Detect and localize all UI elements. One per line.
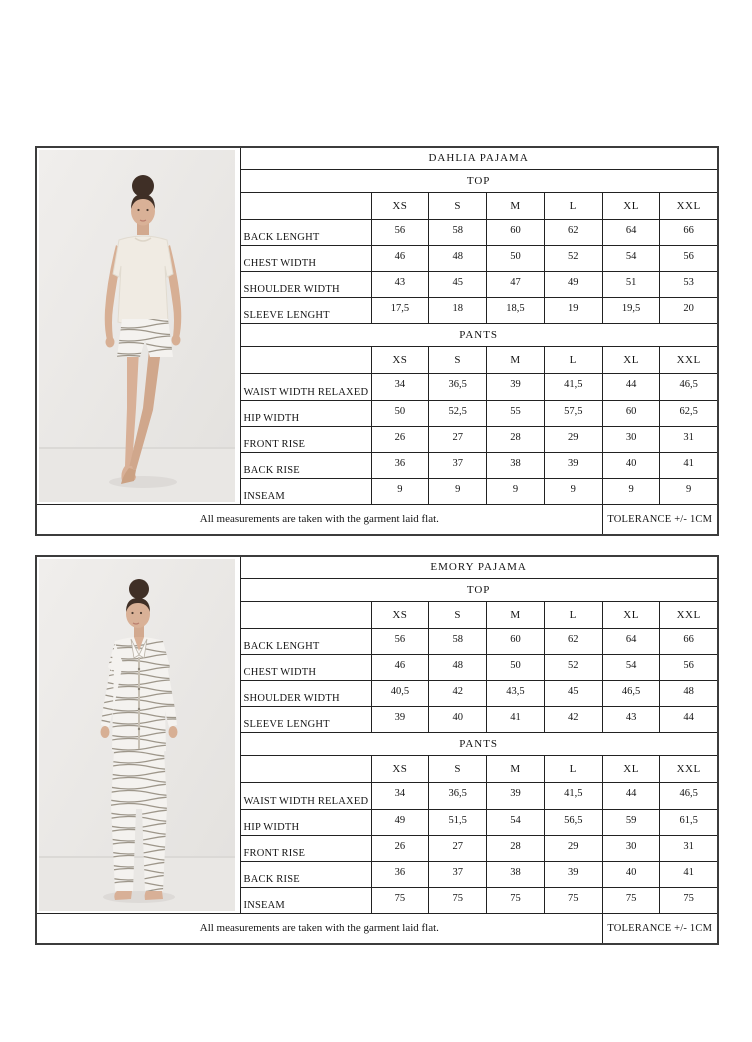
size-column-header: S (429, 601, 487, 628)
size-column-header: S (429, 192, 487, 219)
empty-label-cell (240, 756, 371, 783)
measurement-label: HIP WIDTH (240, 400, 371, 426)
empty-label-cell (240, 347, 371, 374)
measurement-label: HIP WIDTH (240, 809, 371, 835)
measurement-value: 56 (371, 219, 429, 245)
size-column-header: XL (602, 347, 660, 374)
measurement-value: 49 (371, 809, 429, 835)
empty-label-cell (240, 601, 371, 628)
measurement-value: 45 (429, 272, 487, 298)
measurement-label: CHEST WIDTH (240, 654, 371, 680)
measurement-value: 17,5 (371, 298, 429, 324)
size-column-header: XL (602, 756, 660, 783)
size-column-header: XXL (660, 347, 718, 374)
size-column-header: M (487, 756, 545, 783)
measurement-value: 46 (371, 245, 429, 271)
measurement-label: SHOULDER WIDTH (240, 272, 371, 298)
model-photo-cell (36, 147, 240, 505)
measurement-value: 75 (487, 887, 545, 913)
measurement-value: 44 (602, 374, 660, 400)
measurement-value: 43 (371, 272, 429, 298)
size-column-header: M (487, 601, 545, 628)
measurement-value: 20 (660, 298, 718, 324)
measurement-value: 41 (487, 707, 545, 733)
size-column-header: XXL (660, 756, 718, 783)
measurement-value: 51 (602, 272, 660, 298)
measurement-value: 39 (371, 707, 429, 733)
size-column-header: XS (371, 192, 429, 219)
measurement-value: 37 (429, 861, 487, 887)
measurement-value: 58 (429, 219, 487, 245)
measurement-value: 19,5 (602, 298, 660, 324)
measurement-value: 38 (487, 861, 545, 887)
measurement-value: 29 (544, 835, 602, 861)
measurement-value: 30 (602, 426, 660, 452)
measurement-value: 62 (544, 628, 602, 654)
size-column-header: XXL (660, 601, 718, 628)
measurement-value: 9 (371, 478, 429, 504)
measurement-value: 60 (487, 219, 545, 245)
tolerance-note: TOLERANCE +/- 1CM (602, 505, 718, 535)
measurement-value: 42 (544, 707, 602, 733)
measurement-value: 60 (487, 628, 545, 654)
measurement-value: 56 (371, 628, 429, 654)
measurement-label: INSEAM (240, 478, 371, 504)
measurement-value: 36 (371, 861, 429, 887)
measurement-value: 39 (487, 374, 545, 400)
measurement-value: 9 (487, 478, 545, 504)
measurement-value: 42 (429, 681, 487, 707)
measurement-value: 50 (487, 245, 545, 271)
model-photo-emory (39, 559, 235, 911)
footer-note: All measurements are taken with the garment laid flat. (36, 914, 602, 944)
measurement-value: 64 (602, 628, 660, 654)
measurement-value: 75 (602, 887, 660, 913)
hair-bun (129, 579, 149, 599)
table-title: EMORY PAJAMA (240, 556, 718, 578)
measurement-label: CHEST WIDTH (240, 245, 371, 271)
measurement-value: 40 (429, 707, 487, 733)
size-column-header: M (487, 192, 545, 219)
measurement-value: 36 (371, 452, 429, 478)
measurement-value: 39 (487, 783, 545, 809)
tolerance-note: TOLERANCE +/- 1CM (602, 914, 718, 944)
measurement-value: 40,5 (371, 681, 429, 707)
measurement-value: 52,5 (429, 400, 487, 426)
measurement-value: 50 (487, 654, 545, 680)
measurement-value: 50 (371, 400, 429, 426)
measurement-value: 36,5 (429, 374, 487, 400)
size-column-header: S (429, 347, 487, 374)
measurement-value: 19 (544, 298, 602, 324)
measurement-value: 57,5 (544, 400, 602, 426)
measurement-value: 31 (660, 426, 718, 452)
size-column-header: L (544, 756, 602, 783)
measurement-value: 60 (602, 400, 660, 426)
size-column-header: XS (371, 347, 429, 374)
measurement-label: WAIST WIDTH RELAXED (240, 783, 371, 809)
measurement-value: 9 (602, 478, 660, 504)
measurement-value: 18,5 (487, 298, 545, 324)
measurement-value: 75 (660, 887, 718, 913)
measurement-label: FRONT RISE (240, 426, 371, 452)
measurement-value: 27 (429, 835, 487, 861)
size-column-header: XL (602, 601, 660, 628)
measurement-label: SHOULDER WIDTH (240, 681, 371, 707)
measurement-value: 54 (602, 245, 660, 271)
measurement-value: 37 (429, 452, 487, 478)
measurement-label: SLEEVE LENGHT (240, 707, 371, 733)
table-row (36, 147, 718, 169)
measurement-value: 75 (429, 887, 487, 913)
measurement-value: 26 (371, 835, 429, 861)
table-row (36, 914, 718, 944)
emory-size-chart (35, 555, 717, 945)
measurement-value: 75 (544, 887, 602, 913)
model-photo-cell (36, 556, 240, 914)
measurement-value: 44 (602, 783, 660, 809)
measurement-value: 46,5 (660, 783, 718, 809)
size-column-header: L (544, 192, 602, 219)
measurement-value: 40 (602, 861, 660, 887)
size-column-header: XS (371, 756, 429, 783)
section-header: PANTS (240, 733, 718, 756)
measurement-label: BACK RISE (240, 452, 371, 478)
table-row (36, 505, 718, 535)
measurement-value: 31 (660, 835, 718, 861)
measurement-label: BACK LENGHT (240, 628, 371, 654)
measurement-value: 9 (660, 478, 718, 504)
measurement-value: 75 (371, 887, 429, 913)
measurement-value: 47 (487, 272, 545, 298)
measurement-value: 58 (429, 628, 487, 654)
measurement-label: BACK RISE (240, 861, 371, 887)
measurement-value: 9 (429, 478, 487, 504)
measurement-label: SLEEVE LENGHT (240, 298, 371, 324)
measurement-label: FRONT RISE (240, 835, 371, 861)
measurement-value: 43,5 (487, 681, 545, 707)
measurement-value: 38 (487, 452, 545, 478)
measurement-value: 62 (544, 219, 602, 245)
measurement-label: WAIST WIDTH RELAXED (240, 374, 371, 400)
measurement-value: 18 (429, 298, 487, 324)
measurement-value: 26 (371, 426, 429, 452)
measurement-value: 40 (602, 452, 660, 478)
measurement-value: 59 (602, 809, 660, 835)
measurement-value: 45 (544, 681, 602, 707)
empty-label-cell (240, 192, 371, 219)
measurement-label: INSEAM (240, 887, 371, 913)
measurement-value: 41 (660, 452, 718, 478)
footer-note: All measurements are taken with the garment laid flat. (36, 505, 602, 535)
measurement-value: 48 (660, 681, 718, 707)
measurement-value: 61,5 (660, 809, 718, 835)
measurement-value: 53 (660, 272, 718, 298)
section-header: TOP (240, 578, 718, 601)
section-header: TOP (240, 169, 718, 192)
measurement-value: 36,5 (429, 783, 487, 809)
size-column-header: XS (371, 601, 429, 628)
section-header: PANTS (240, 324, 718, 347)
measurement-value: 30 (602, 835, 660, 861)
measurement-value: 62,5 (660, 400, 718, 426)
hair-bun (132, 175, 154, 197)
measurement-value: 27 (429, 426, 487, 452)
measurement-value: 39 (544, 452, 602, 478)
measurement-value: 9 (544, 478, 602, 504)
measurement-value: 56 (660, 654, 718, 680)
measurement-value: 41,5 (544, 783, 602, 809)
size-column-header: S (429, 756, 487, 783)
measurement-label: BACK LENGHT (240, 219, 371, 245)
size-table (35, 146, 719, 536)
table-title: DAHLIA PAJAMA (240, 147, 718, 169)
size-table (35, 555, 719, 945)
measurement-value: 55 (487, 400, 545, 426)
pajama-top (113, 236, 173, 326)
measurement-value: 48 (429, 654, 487, 680)
measurement-value: 39 (544, 861, 602, 887)
measurement-value: 41 (660, 861, 718, 887)
measurement-value: 43 (602, 707, 660, 733)
measurement-value: 41,5 (544, 374, 602, 400)
measurement-value: 51,5 (429, 809, 487, 835)
measurement-value: 28 (487, 426, 545, 452)
measurement-value: 52 (544, 654, 602, 680)
measurement-value: 64 (602, 219, 660, 245)
measurement-value: 66 (660, 219, 718, 245)
model-photo-dahlia (39, 150, 235, 502)
dahlia-size-chart (35, 146, 717, 536)
measurement-value: 28 (487, 835, 545, 861)
size-column-header: XL (602, 192, 660, 219)
size-column-header: L (544, 601, 602, 628)
measurement-value: 46 (371, 654, 429, 680)
measurement-value: 56,5 (544, 809, 602, 835)
measurement-value: 54 (602, 654, 660, 680)
measurement-value: 46,5 (660, 374, 718, 400)
measurement-value: 29 (544, 426, 602, 452)
measurement-value: 46,5 (602, 681, 660, 707)
measurement-value: 49 (544, 272, 602, 298)
measurement-value: 54 (487, 809, 545, 835)
measurement-value: 52 (544, 245, 602, 271)
size-column-header: M (487, 347, 545, 374)
measurement-value: 34 (371, 374, 429, 400)
size-column-header: XXL (660, 192, 718, 219)
measurement-value: 44 (660, 707, 718, 733)
measurement-value: 66 (660, 628, 718, 654)
measurement-value: 48 (429, 245, 487, 271)
measurement-value: 56 (660, 245, 718, 271)
measurement-value: 34 (371, 783, 429, 809)
size-column-header: L (544, 347, 602, 374)
table-row (36, 556, 718, 578)
